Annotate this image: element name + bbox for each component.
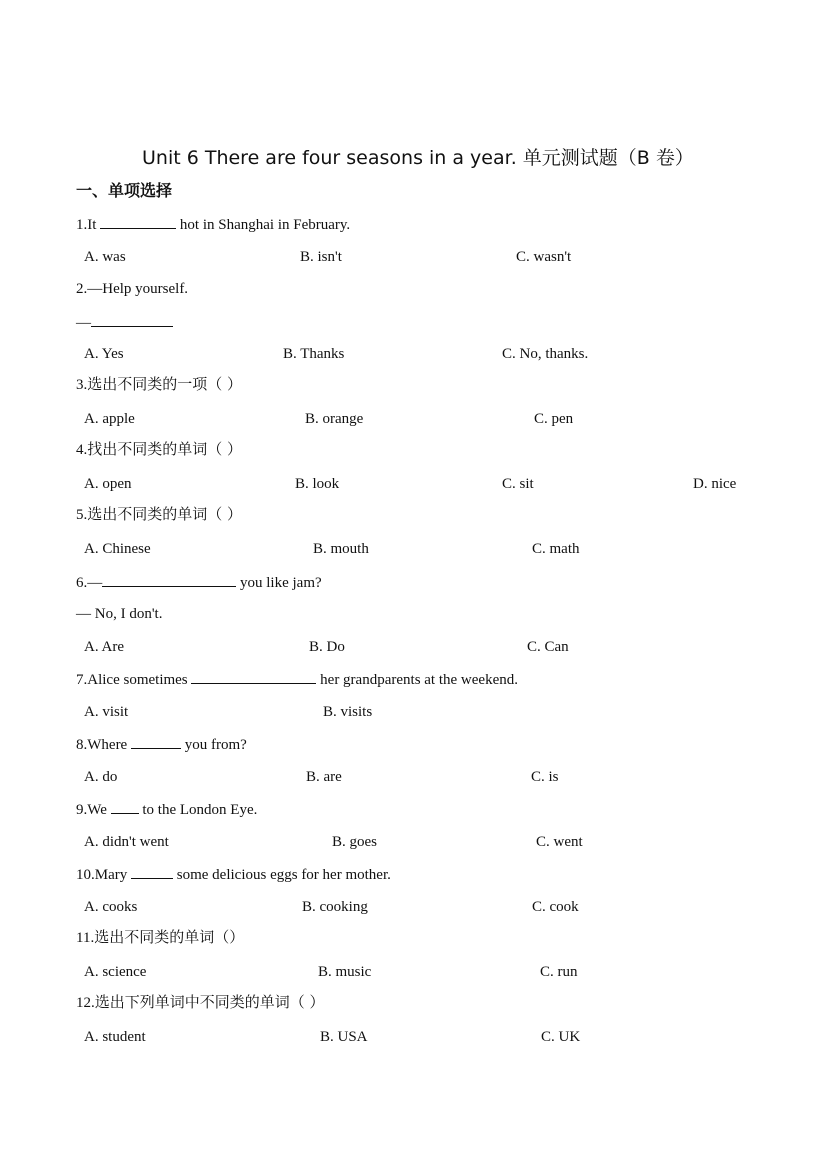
option-a[interactable]: A. was	[84, 249, 126, 265]
option-a[interactable]: A. student	[84, 1029, 146, 1045]
option-c[interactable]: C. No, thanks.	[502, 346, 589, 362]
option-b[interactable]: B. Do	[309, 639, 345, 655]
question-text: to the London Eye.	[138, 802, 258, 818]
question-text: 选出下列单词中不同类的单词（ ）	[94, 993, 325, 1011]
option-a[interactable]: A. open	[84, 476, 132, 492]
option-a[interactable]: A. do	[84, 769, 118, 785]
question-text: you like jam?	[236, 575, 322, 591]
answer-blank[interactable]	[91, 312, 173, 327]
answer-blank[interactable]	[191, 669, 316, 684]
question-text: 选出不同类的单词（ ）	[87, 505, 243, 523]
option-a[interactable]: A. Yes	[84, 346, 124, 362]
option-d[interactable]: D. nice	[693, 476, 737, 492]
option-a[interactable]: A. Are	[84, 639, 124, 655]
question-text: 找出不同类的单词（ ）	[87, 440, 243, 458]
option-b[interactable]: B. mouth	[313, 541, 369, 557]
option-b[interactable]: B. goes	[332, 834, 377, 850]
question-12	[76, 992, 325, 1013]
page-title: Unit 6 There are four seasons in a year. 单元测试题（B 卷）	[142, 147, 694, 169]
question-text: 9.We	[76, 802, 111, 818]
question-3	[76, 374, 242, 395]
option-a[interactable]: A. didn't went	[84, 834, 169, 850]
option-a[interactable]: A. apple	[84, 411, 135, 427]
question-2-reply	[76, 312, 173, 333]
option-c[interactable]: C. sit	[502, 476, 534, 492]
question-text: hot in Shanghai in February.	[176, 217, 351, 233]
option-a[interactable]: A. visit	[84, 704, 129, 720]
option-b[interactable]: B. isn't	[300, 249, 342, 265]
question-number: 11.	[76, 930, 95, 946]
option-b[interactable]: B. Thanks	[283, 346, 345, 362]
question-text: 7.Alice sometimes	[76, 672, 192, 688]
question-text: 选出不同类的单词（）	[94, 928, 245, 946]
question-6-reply: — No, I don't.	[76, 606, 163, 622]
question-6	[76, 572, 322, 593]
question-5	[76, 504, 242, 525]
option-c[interactable]: C. went	[536, 834, 583, 850]
question-10	[76, 864, 391, 885]
question-7	[76, 669, 518, 690]
option-c[interactable]: C. math	[532, 541, 580, 557]
option-c[interactable]: C. run	[540, 964, 578, 980]
answer-blank[interactable]	[131, 864, 173, 879]
section-heading: 一、单项选择	[76, 181, 173, 200]
question-text: 8.Where	[76, 737, 131, 753]
option-c[interactable]: C. Can	[527, 639, 569, 655]
question-text: some delicious eggs for her mother.	[173, 867, 391, 883]
question-9	[76, 799, 257, 820]
answer-blank[interactable]	[102, 572, 236, 587]
answer-blank[interactable]	[111, 799, 139, 814]
question-text: 10.Mary	[76, 867, 131, 883]
question-text: 选出不同类的一项（ ）	[87, 375, 243, 393]
option-b[interactable]: B. cooking	[302, 899, 368, 915]
question-1	[76, 214, 350, 235]
question-8	[76, 734, 247, 755]
option-b[interactable]: B. USA	[320, 1029, 368, 1045]
option-c[interactable]: C. pen	[534, 411, 574, 427]
question-11	[76, 927, 244, 948]
question-text: you from?	[180, 737, 247, 753]
option-c[interactable]: C. is	[531, 769, 559, 785]
option-b[interactable]: B. orange	[305, 411, 364, 427]
question-number: 5.	[76, 507, 88, 523]
option-c[interactable]: C. UK	[541, 1029, 581, 1045]
answer-blank[interactable]	[131, 734, 181, 749]
option-c[interactable]: C. wasn't	[516, 249, 572, 265]
option-b[interactable]: B. are	[306, 769, 342, 785]
question-text: her grandparents at the weekend.	[316, 672, 518, 688]
option-b[interactable]: B. look	[295, 476, 340, 492]
question-text: 6.—	[76, 575, 103, 591]
answer-blank[interactable]	[100, 214, 176, 229]
question-4	[76, 439, 242, 460]
option-a[interactable]: A. Chinese	[84, 541, 151, 557]
option-a[interactable]: A. science	[84, 964, 147, 980]
question-text: —	[76, 315, 91, 331]
question-text: 1.It	[76, 217, 101, 233]
option-a[interactable]: A. cooks	[84, 899, 138, 915]
question-number: 3.	[76, 377, 88, 393]
option-c[interactable]: C. cook	[532, 899, 579, 915]
option-b[interactable]: B. visits	[323, 704, 373, 720]
question-2: 2.—Help yourself.	[76, 281, 189, 297]
option-b[interactable]: B. music	[318, 964, 372, 980]
question-number: 4.	[76, 442, 88, 458]
question-number: 12.	[76, 995, 95, 1011]
